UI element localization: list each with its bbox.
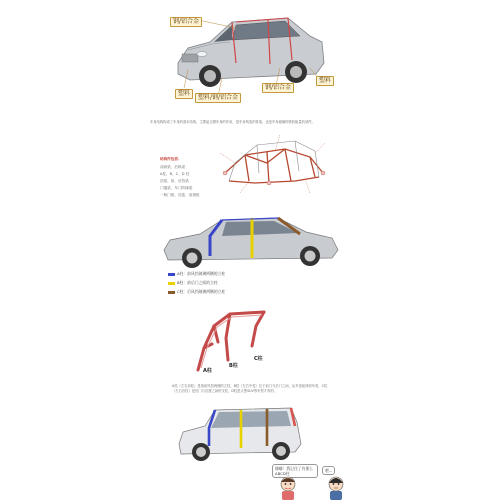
- material-label-bottom-mid: 塑料/钢/铝合金: [195, 93, 241, 103]
- legend-b-text: ：前后门之间的立柱: [183, 280, 218, 285]
- cartoon-characters: [268, 474, 358, 500]
- pillar-note-text: A柱（左右前柱）是指前风挡两侧的立柱，B柱（左右中柱）位于前门与后门之间，从车顶延伸到车底，C柱（左右后柱）是后门与后窗之间的支柱，D柱是大型SUV等车型才有的。: [172, 384, 328, 393]
- suv-pillars-figure: [175, 404, 305, 464]
- sedan-illustration: [160, 212, 340, 270]
- legend-c-text: ：后风挡玻璃两侧的立柱: [183, 289, 226, 294]
- legend-a-prefix: A柱: [177, 271, 184, 276]
- structure-intro-text: 车身结构构成了车身的基本结构，主要起支撑车身的作用，是车身构造的骨架，也是车身碰撞时吸收能量的部件。: [150, 120, 315, 124]
- pillar-label-c: C柱: [254, 356, 263, 362]
- structure-item-4: 门槛梁、车门防撞梁: [160, 186, 193, 190]
- body-frame-illustration: [215, 133, 330, 195]
- legend-b-pillar: [168, 280, 218, 285]
- structure-item-2: A柱、B、C、D 柱: [160, 172, 190, 176]
- suv-side-illustration: [175, 404, 305, 464]
- structure-item-5: 一般门框、顶盖、前窗框: [160, 193, 200, 197]
- material-label-right: 塑料: [316, 76, 334, 86]
- structure-item-3: 顶梁、前、后挡梁: [160, 179, 189, 183]
- legend-c-prefix: C柱: [177, 289, 184, 294]
- body-frame-figure: [215, 133, 330, 195]
- b-pillar-swatch: [168, 282, 175, 285]
- legend-a-text: ：前风挡玻璃两侧的立柱: [183, 271, 226, 276]
- c-pillar-swatch: [168, 291, 175, 294]
- cartoon-illustration: [268, 474, 358, 500]
- structure-item-1: 前纵梁、后纵梁: [160, 165, 186, 169]
- legend-a-pillar: [168, 271, 225, 276]
- legend-b-prefix: B柱: [177, 280, 184, 285]
- legend-c-pillar: [168, 289, 225, 294]
- pillar-label-a: A柱: [203, 368, 212, 374]
- material-label-top: 钢/铝合金: [170, 17, 202, 27]
- speech-bubble-left: 嗨嗨！我记住了有那么ABCD柱: [272, 464, 318, 478]
- a-pillar-swatch: [168, 273, 175, 276]
- material-label-bottom-left: 塑料: [175, 89, 193, 99]
- pillar-label-b: B柱: [229, 363, 238, 369]
- material-label-bottom-right: 钢/铝合金: [262, 83, 294, 93]
- sedan-pillars-figure: [160, 212, 340, 270]
- structure-heading: 结构件包括：: [160, 157, 182, 161]
- speech-bubble-right: 嗯...: [322, 466, 335, 475]
